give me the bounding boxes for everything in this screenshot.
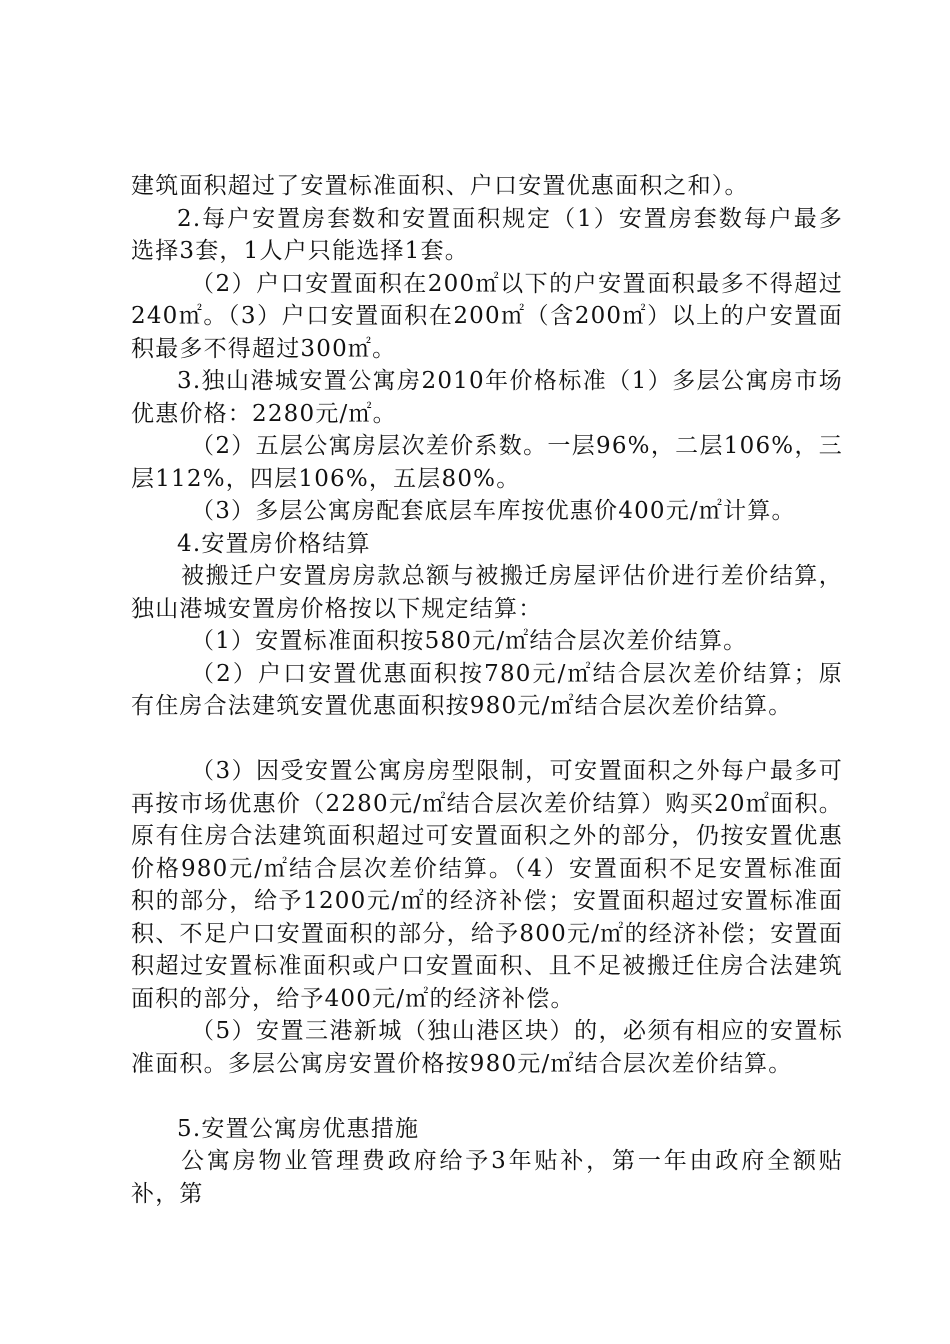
paragraph: 2.每户安置房套数和安置面积规定（1）安置房套数每户最多选择3套，1人户只能选择1套。	[131, 205, 843, 264]
paragraph: 公寓房物业管理费政府给予3年贴补，第一年由政府全额贴补，第	[131, 1148, 843, 1207]
paragraph: （2）户口安置优惠面积按780元/㎡结合层次差价结算；原有住房合法建筑安置优惠面积按980元/㎡结合层次差价结算。	[131, 660, 843, 719]
paragraph-gap	[131, 1080, 843, 1113]
paragraph: （3）因受安置公寓房房型限制，可安置面积之外每户最多可再按市场优惠价（2280元/㎡结合层次差价结算）购买20㎡面积。原有住房合法建筑面积超过可安置面积之外的部分，仍按安置优惠价格980元/㎡结合层次差价结算。（4）安置面积不足安置标准面积的部分，给予1200元/㎡的经济补偿；安置面积超过安置标准面积、不足户口安置面积的部分，给予800元/㎡的经济补偿；安置面积超过安置标准面积或户口安置面积、且不足被搬迁住房合法建筑面积的部分，给予400元/㎡的经济补偿。	[131, 758, 843, 1012]
paragraph: 被搬迁户安置房房款总额与被搬迁房屋评估价进行差价结算，独山港城安置房价格按以下规定结算：	[131, 563, 843, 622]
paragraph: （1）安置标准面积按580元/㎡结合层次差价结算。	[191, 628, 748, 654]
paragraph-gap	[131, 723, 843, 756]
paragraph: （2）五层公寓房层次差价系数。一层96%，二层106%，三层112%，四层106%，五层80%。	[131, 433, 843, 492]
section-heading: 5.安置公寓房优惠措施	[177, 1115, 420, 1142]
paragraph: （2）户口安置面积在200㎡以下的户安置面积最多不得超过240㎡。（3）户口安置面积在200㎡（含200㎡）以上的户安置面积最多不得超过300㎡。	[131, 270, 843, 362]
paragraph: 建筑面积超过了安置标准面积、户口安置优惠面积之和）。	[131, 173, 749, 199]
section-heading: 4.安置房价格结算	[177, 530, 371, 557]
document-body	[131, 170, 843, 1210]
paragraph: （3）多层公寓房配套底层车库按优惠价400元/㎡计算。	[191, 498, 796, 524]
paragraph: 3.独山港城安置公寓房2010年价格标准（1）多层公寓房市场优惠价格：2280元/㎡。	[131, 368, 843, 427]
paragraph: （5）安置三港新城（独山港区块）的，必须有相应的安置标准面积。多层公寓房安置价格按980元/㎡结合层次差价结算。	[131, 1018, 843, 1077]
